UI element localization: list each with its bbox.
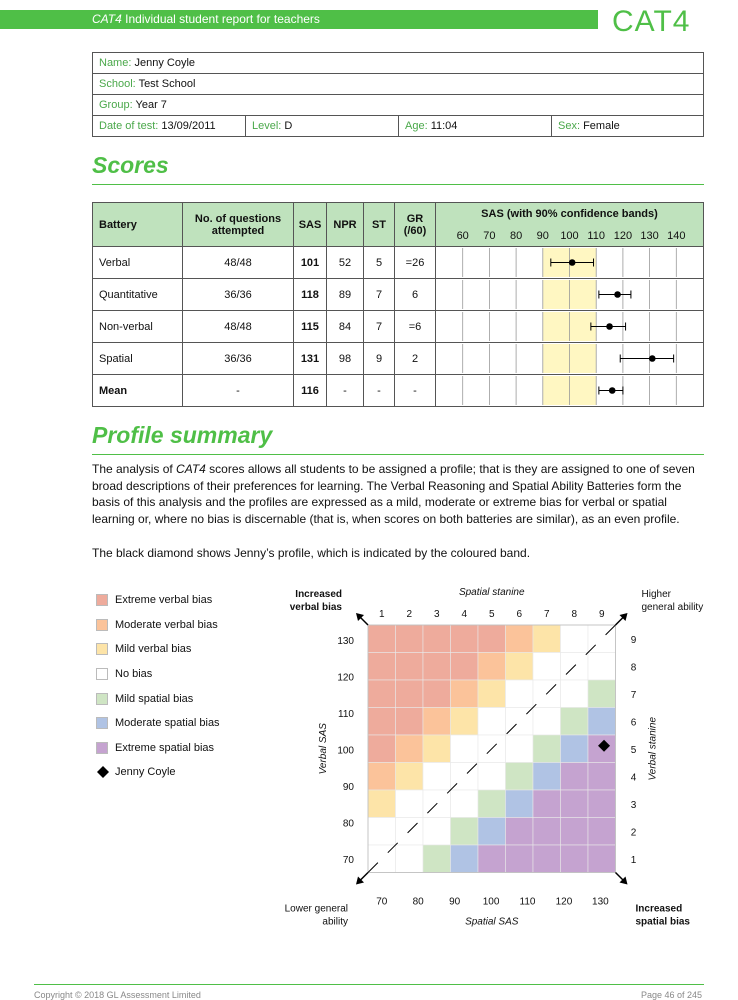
corner-label: Higher (641, 589, 671, 600)
sas-tick-label: 90 (536, 230, 549, 242)
profile-cell (396, 735, 424, 763)
logo-text: CAT4 (612, 5, 691, 38)
spatial-sas-tick: 70 (376, 896, 388, 908)
profile-cell (561, 708, 589, 736)
score-cell-st: 7 (364, 311, 395, 343)
profile-cell (423, 763, 451, 791)
scores-heading: Scores (92, 152, 169, 178)
verbal-sas-tick: 110 (338, 709, 354, 720)
profile-cell (423, 735, 451, 763)
profile-cell (533, 625, 561, 653)
profile-cell (588, 680, 616, 708)
profile-cell (368, 680, 396, 708)
profile-cell (478, 763, 506, 791)
profile-cell (561, 680, 589, 708)
scores-table (92, 202, 704, 407)
profile-cell (533, 735, 561, 763)
legend-label: Extreme spatial bias (115, 741, 215, 754)
profile-cell (368, 763, 396, 791)
school-name: Test School (138, 78, 196, 90)
legend-label: Jenny Coyle (115, 766, 176, 779)
profile-cell (423, 818, 451, 846)
profile-cell (588, 763, 616, 791)
sas-tick-label: 140 (667, 230, 686, 242)
profile-cell (368, 708, 396, 736)
scores-rule (92, 184, 704, 185)
corner-label: Increased (295, 589, 342, 600)
sas-point (606, 323, 613, 330)
score-row (93, 279, 704, 311)
score-cell-gr: 6 (395, 279, 436, 311)
level-label: Level: (252, 120, 282, 132)
col-battery: Battery (93, 203, 183, 247)
profile-cell (533, 845, 561, 873)
report-title: Individual student report for teachers (121, 12, 320, 26)
sas-tick-label: 130 (640, 230, 659, 242)
sas-tick-label: 70 (483, 230, 496, 242)
scores-body (93, 247, 704, 407)
date-label: Date of test: (99, 120, 159, 132)
profile-cell (423, 680, 451, 708)
profile-cell (451, 735, 479, 763)
corner-label: spatial bias (635, 916, 690, 928)
name-label: Name: (99, 57, 132, 69)
score-cell-sas: 115 (294, 311, 327, 343)
para-brand: CAT4 (176, 462, 206, 476)
profile-cell (506, 845, 534, 873)
profile-cell (478, 653, 506, 681)
profile-cell (533, 763, 561, 791)
profile-cell (506, 763, 534, 791)
profile-cell (588, 818, 616, 846)
score-cell-st: 7 (364, 279, 395, 311)
sas-point (614, 291, 621, 298)
para-text-2: scores allows all students to be assigned a profile; that is they are assigned to one of seven broad descriptions of their preferences for learning. The Verbal Reasoning and Spatial Ability Batteries form the basis of this analysis and the profiles are expressed as a mild, moderate or extreme bias for verbal or spatial learning or, where no bias is discernable (that is, when scores on both batteries are similar), as an even profile. (92, 462, 695, 526)
footer-page: Page 46 of 245 (640, 990, 702, 1000)
col-attempted: No. of questions attempted (183, 203, 294, 247)
score-cell-battery: Quantitative (93, 279, 183, 311)
score-cell-gr: =26 (395, 247, 436, 279)
spatial-stanine-tick: 7 (543, 609, 550, 620)
profile-cell (533, 818, 561, 846)
school-label: School: (99, 78, 136, 90)
group-label: Group: (99, 99, 133, 111)
profile-cell (506, 818, 534, 846)
score-row (93, 311, 704, 343)
date-value: 13/09/2011 (161, 120, 216, 132)
age-label: Age: (405, 120, 428, 132)
score-row (93, 375, 704, 407)
legend-label: Extreme verbal bias (115, 594, 213, 607)
profile-cell (396, 653, 424, 681)
score-cell-npr: 89 (327, 279, 364, 311)
score-cell-battery: Spatial (93, 343, 183, 375)
verbal-stanine-tick: 9 (630, 634, 637, 646)
col-st: ST (364, 203, 395, 247)
profile-cell (396, 845, 424, 873)
brand-name: CAT4 (92, 12, 122, 26)
profile-cell (478, 680, 506, 708)
confidence-band-svg (436, 248, 703, 277)
score-cell-battery: Non-verbal (93, 311, 183, 343)
legend-label: No bias (115, 668, 153, 681)
profile-cell (451, 708, 479, 736)
sas-tick-label: 60 (456, 230, 469, 242)
col-gr: GR (/60) (395, 203, 436, 247)
sas-point (649, 355, 656, 362)
profile-cell (423, 708, 451, 736)
spatial-stanine-tick: 4 (461, 609, 468, 620)
footer-rule (34, 984, 704, 985)
age-value: 11:04 (430, 120, 458, 132)
score-band-cell (436, 279, 704, 311)
spatial-stanine-title: Spatial stanine (458, 587, 525, 598)
score-cell-battery: Mean (93, 375, 183, 407)
profile-cell (451, 680, 479, 708)
spatial-stanine-tick: 6 (516, 609, 523, 620)
name-cell (93, 53, 704, 74)
cat4-logo (608, 0, 728, 38)
profile-cell (368, 818, 396, 846)
profile-cell (506, 653, 534, 681)
score-cell-npr: 84 (327, 311, 364, 343)
profile-cell (588, 790, 616, 818)
profile-cell (396, 680, 424, 708)
score-cell-gr: - (395, 375, 436, 407)
score-cell-gr: =6 (395, 311, 436, 343)
arrow-bottom-left (360, 873, 368, 881)
arrow-bottom-right (616, 873, 624, 881)
profile-cell (588, 653, 616, 681)
profile-cell (561, 845, 589, 873)
profile-cell (588, 845, 616, 873)
spatial-sas-tick: 100 (482, 896, 500, 908)
spatial-stanine-tick: 8 (571, 609, 578, 620)
profile-cell (423, 653, 451, 681)
profile-cell (396, 763, 424, 791)
score-cell-gr: 2 (395, 343, 436, 375)
profile-cell (396, 625, 424, 653)
score-cell-attempted: 36/36 (183, 343, 294, 375)
profile-cell (533, 790, 561, 818)
score-cell-st: 9 (364, 343, 395, 375)
profile-cell (533, 653, 561, 681)
sex-label: Sex: (558, 120, 581, 132)
profile-heading: Profile summary (92, 422, 273, 448)
score-cell-attempted: - (183, 375, 294, 407)
profile-cell (561, 625, 589, 653)
corner-label: Lower general (284, 903, 348, 915)
sas-point (569, 259, 576, 266)
confidence-band-svg (436, 312, 703, 341)
spatial-stanine-tick: 9 (598, 609, 605, 620)
profile-cell (506, 680, 534, 708)
sex-value: Female (583, 120, 620, 132)
score-cell-attempted: 36/36 (183, 279, 294, 311)
profile-cell (451, 845, 479, 873)
verbal-sas-title: Verbal SAS (318, 723, 329, 775)
corner-label: verbal bias (289, 602, 342, 613)
confidence-band-svg (436, 376, 703, 405)
spatial-sas-tick: 120 (555, 896, 573, 908)
date-cell (93, 116, 246, 137)
verbal-sas-tick: 90 (342, 781, 354, 793)
score-cell-sas: 131 (294, 343, 327, 375)
spatial-stanine-tick: 3 (433, 609, 440, 620)
legend-label: Mild spatial bias (115, 692, 194, 705)
profile-cell (451, 818, 479, 846)
verbal-sas-tick: 130 (337, 636, 354, 648)
legend-label: Mild verbal bias (115, 643, 192, 656)
spatial-sas-tick: 110 (519, 896, 536, 908)
profile-cell (368, 790, 396, 818)
profile-cell (423, 625, 451, 653)
verbal-stanine-tick: 5 (630, 744, 637, 756)
arrow-top-left (360, 617, 368, 625)
score-row (93, 343, 704, 375)
score-cell-attempted: 48/48 (183, 247, 294, 279)
score-cell-sas: 101 (294, 247, 327, 279)
level-value: D (284, 120, 293, 132)
student-name: Jenny Coyle (134, 57, 196, 69)
col-sas: SAS (294, 203, 327, 247)
sas-band-title: SAS (with 90% confidence bands) (481, 208, 658, 220)
profile-cell (423, 845, 451, 873)
score-band-cell (436, 343, 704, 375)
group-value: Year 7 (135, 99, 167, 111)
verbal-stanine-tick: 4 (630, 772, 637, 784)
score-cell-npr: 52 (327, 247, 364, 279)
score-cell-npr: 98 (327, 343, 364, 375)
sex-cell (552, 116, 704, 137)
score-band-cell (436, 247, 704, 279)
sas-point (609, 387, 616, 394)
sas-tick-label: 110 (587, 230, 605, 242)
profile-note: The black diamond shows Jenny’s profile, which is indicated by the coloured band. (92, 546, 531, 560)
verbal-stanine-tick: 3 (630, 799, 637, 811)
score-cell-npr: - (327, 375, 364, 407)
profile-cell (561, 818, 589, 846)
profile-cell (561, 790, 589, 818)
confidence-band-svg (436, 344, 703, 373)
verbal-stanine-tick: 1 (630, 854, 637, 866)
corner-label: Increased (635, 903, 683, 915)
profile-cell (478, 790, 506, 818)
verbal-stanine-title: Verbal stanine (647, 716, 659, 781)
age-cell (399, 116, 552, 137)
profile-cell (451, 625, 479, 653)
arrow-top-right (616, 617, 624, 625)
score-band-cell (436, 375, 704, 407)
verbal-sas-tick: 80 (342, 818, 354, 830)
profile-cell (478, 625, 506, 653)
score-row (93, 247, 704, 279)
profile-cell (396, 790, 424, 818)
spatial-stanine-tick: 2 (406, 609, 413, 620)
profile-cell (368, 625, 396, 653)
legend-label: Moderate verbal bias (115, 618, 218, 631)
spatial-sas-title: Spatial SAS (465, 916, 519, 928)
corner-label: ability (322, 916, 348, 928)
profile-chart (0, 575, 738, 928)
verbal-stanine-tick: 7 (630, 689, 637, 701)
profile-cell (506, 790, 534, 818)
level-cell (246, 116, 399, 137)
verbal-sas-tick: 70 (342, 854, 354, 866)
sas-tick-label: 100 (560, 230, 579, 242)
profile-cell (396, 708, 424, 736)
spatial-sas-tick: 130 (592, 896, 609, 908)
spatial-sas-tick: 90 (449, 896, 461, 908)
col-sas-bands (436, 203, 704, 247)
sas-band-ticks (436, 230, 703, 244)
report-title-bar (0, 10, 598, 29)
profile-cell (451, 790, 479, 818)
score-cell-attempted: 48/48 (183, 311, 294, 343)
profile-cell (561, 763, 589, 791)
score-cell-battery: Verbal (93, 247, 183, 279)
profile-cell (506, 625, 534, 653)
score-cell-st: 5 (364, 247, 395, 279)
profile-cell (588, 708, 616, 736)
verbal-stanine-tick: 2 (630, 827, 637, 839)
profile-cell (368, 653, 396, 681)
profile-cell (533, 708, 561, 736)
verbal-sas-tick: 100 (337, 745, 354, 757)
profile-cell (478, 818, 506, 846)
confidence-band-svg (436, 280, 703, 309)
profile-cell (506, 735, 534, 763)
corner-label: general ability (641, 602, 704, 613)
profile-cell (561, 735, 589, 763)
profile-cell (478, 845, 506, 873)
col-npr: NPR (327, 203, 364, 247)
score-cell-st: - (364, 375, 395, 407)
profile-cell (478, 708, 506, 736)
legend-label: Moderate spatial bias (115, 717, 220, 730)
verbal-stanine-tick: 8 (630, 662, 637, 674)
score-cell-sas: 118 (294, 279, 327, 311)
score-band-cell (436, 311, 704, 343)
profile-paragraph (92, 461, 710, 527)
profile-cell (451, 653, 479, 681)
sas-tick-label: 80 (509, 230, 523, 242)
footer-copyright: Copyright © 2018 GL Assessment Limited (34, 990, 201, 1000)
sas-tick-label: 120 (613, 230, 633, 242)
profile-cell (368, 735, 396, 763)
spatial-stanine-tick: 1 (378, 609, 385, 620)
score-cell-sas: 116 (294, 375, 327, 407)
school-cell (93, 74, 704, 95)
verbal-sas-tick: 120 (337, 672, 354, 684)
student-info-table (92, 52, 704, 137)
spatial-sas-tick: 80 (412, 896, 424, 908)
spatial-stanine-tick: 5 (488, 609, 495, 620)
profile-rule (92, 454, 704, 455)
verbal-stanine-tick: 6 (630, 717, 637, 729)
group-cell (93, 95, 704, 116)
para-text-1: The analysis of (92, 462, 177, 476)
